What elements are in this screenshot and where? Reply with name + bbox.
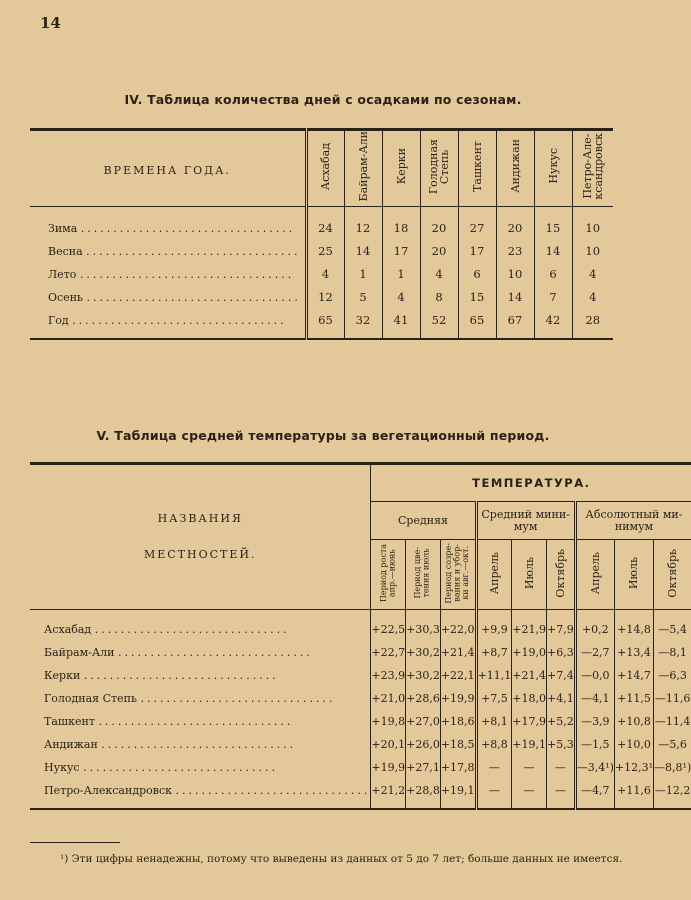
cell: 14 <box>534 240 572 263</box>
cell: 32 <box>344 309 382 339</box>
cell: +21,9 <box>512 610 547 642</box>
cell: +20,1 <box>371 733 406 756</box>
table-row <box>30 733 691 756</box>
names-header: НАЗВАНИЯ МЕСТНОСТЕЙ. <box>30 464 371 610</box>
row-label: Весна ................................. <box>48 244 301 258</box>
cell: +9,9 <box>476 610 512 642</box>
cell: 20 <box>496 206 534 240</box>
cell: +8,8 <box>476 733 512 756</box>
group-mean: Средняя <box>371 502 476 540</box>
cell: 1 <box>382 263 420 286</box>
subcolumn-header: Июль <box>512 540 547 610</box>
group-abs-min: Абсолютный ми- нимум <box>575 502 691 540</box>
cell: —2,7 <box>575 641 614 664</box>
column-header: Петро-Але- ксандровск <box>572 130 613 207</box>
cell: 17 <box>458 240 496 263</box>
cell: —3,4¹) <box>575 756 614 779</box>
cell: 4 <box>382 286 420 309</box>
subcolumn-header: Период цве- тения июль <box>406 540 441 610</box>
cell: +14,7 <box>614 664 653 687</box>
cell: +21,4 <box>512 664 547 687</box>
cell: —8,1 <box>654 641 691 664</box>
row-label: Андижан .............................. <box>44 738 297 751</box>
cell: +5,2 <box>547 710 576 733</box>
cell: +7,4 <box>547 664 576 687</box>
cell: +11,1 <box>476 664 512 687</box>
subcolumn-header: Апрель <box>476 540 512 610</box>
cell: +18,5 <box>440 733 476 756</box>
cell: +28,8 <box>406 779 441 809</box>
cell: 65 <box>458 309 496 339</box>
cell: +13,4 <box>614 641 653 664</box>
cell: 4 <box>420 263 458 286</box>
row-label: Зима ................................. <box>48 221 296 235</box>
cell: +7,5 <box>476 687 512 710</box>
cell: +18,0 <box>512 687 547 710</box>
cell: +30,2 <box>406 664 441 687</box>
cell: +19,1 <box>440 779 476 809</box>
subcolumn-header: Период созре- вания и убор- ки авг.—окт. <box>440 540 476 610</box>
cell: +10,0 <box>614 733 653 756</box>
cell: +17,8 <box>440 756 476 779</box>
temperature-header: ТЕМПЕРАТУРА. <box>371 464 691 502</box>
table-row <box>30 309 613 339</box>
cell: 6 <box>458 263 496 286</box>
cell: 14 <box>496 286 534 309</box>
footnote-divider <box>30 842 120 843</box>
table-row <box>30 779 691 809</box>
cell: 17 <box>382 240 420 263</box>
column-header: Голодная Степь <box>420 130 458 207</box>
cell: 5 <box>344 286 382 309</box>
cell: 65 <box>306 309 344 339</box>
cell: — <box>547 779 576 809</box>
cell: +22,1 <box>440 664 476 687</box>
column-header: Асхабад <box>306 130 344 207</box>
cell: —4,1 <box>575 687 614 710</box>
column-header: Нукус <box>534 130 572 207</box>
subcolumn-header: Июль <box>614 540 653 610</box>
row-label: Ташкент .............................. <box>44 715 294 728</box>
column-header: Ташкент <box>458 130 496 207</box>
cell: +22,5 <box>371 610 406 642</box>
cell: +27,1 <box>406 756 441 779</box>
cell: 27 <box>458 206 496 240</box>
row-label: Асхабад .............................. <box>44 623 290 636</box>
table5-title: V. Таблица средней температуры за вегетационный период. <box>96 428 550 443</box>
cell: —3,9 <box>575 710 614 733</box>
table-row <box>30 610 691 642</box>
cell: +11,6 <box>614 779 653 809</box>
cell: +21,4 <box>440 641 476 664</box>
column-header: Андижан <box>496 130 534 207</box>
cell: +30,2 <box>406 641 441 664</box>
cell: 4 <box>572 286 613 309</box>
cell: 18 <box>382 206 420 240</box>
cell: 10 <box>572 206 613 240</box>
cell: +8,7 <box>476 641 512 664</box>
cell: —1,5 <box>575 733 614 756</box>
cell: +28,6 <box>406 687 441 710</box>
cell: 24 <box>306 206 344 240</box>
row-label: Керки .............................. <box>44 669 279 682</box>
cell: 7 <box>534 286 572 309</box>
seasons-header: ВРЕМЕНА ГОДА. <box>30 130 306 207</box>
cell: +10,8 <box>614 710 653 733</box>
cell: — <box>512 756 547 779</box>
cell: —12,2 <box>654 779 691 809</box>
cell: —8,8¹) <box>654 756 691 779</box>
cell: 14 <box>344 240 382 263</box>
precipitation-days-table <box>30 128 613 340</box>
cell: 23 <box>496 240 534 263</box>
cell: +19,9 <box>440 687 476 710</box>
column-header: Керки <box>382 130 420 207</box>
cell: +19,9 <box>371 756 406 779</box>
cell: +19,1 <box>512 733 547 756</box>
subcolumn-header: Октябрь <box>547 540 576 610</box>
cell: 10 <box>496 263 534 286</box>
cell: —11,4 <box>654 710 691 733</box>
page-number: 14 <box>40 14 61 32</box>
cell: — <box>512 779 547 809</box>
table-row <box>30 206 613 240</box>
cell: +27,0 <box>406 710 441 733</box>
cell: +22,0 <box>440 610 476 642</box>
cell: 4 <box>572 263 613 286</box>
subcolumn-header: Октябрь <box>654 540 691 610</box>
cell: 12 <box>306 286 344 309</box>
row-label: Нукус .............................. <box>44 761 278 774</box>
cell: 42 <box>534 309 572 339</box>
table-row <box>30 240 613 263</box>
cell: 25 <box>306 240 344 263</box>
cell: — <box>476 779 512 809</box>
cell: +6,3 <box>547 641 576 664</box>
row-label: Байрам-Али .............................. <box>44 646 313 659</box>
table-row <box>30 263 613 286</box>
table-row <box>30 641 691 664</box>
cell: +12,3¹ <box>614 756 653 779</box>
cell: 20 <box>420 206 458 240</box>
cell: +19,8 <box>371 710 406 733</box>
footnote: ¹) Эти цифры ненадежны, потому что выведены из данных от 5 до 7 лет; больше данных не имеется. <box>60 853 623 865</box>
row-label: Год ................................. <box>48 313 287 327</box>
cell: 41 <box>382 309 420 339</box>
cell: +8,1 <box>476 710 512 733</box>
table4-title: IV. Таблица количества дней с осадками по сезонам. <box>124 92 522 107</box>
subcolumn-header: Апрель <box>575 540 614 610</box>
cell: —0,0 <box>575 664 614 687</box>
cell: +18,6 <box>440 710 476 733</box>
cell: +21,2 <box>371 779 406 809</box>
cell: 20 <box>420 240 458 263</box>
cell: +19,0 <box>512 641 547 664</box>
cell: +23,9 <box>371 664 406 687</box>
cell: 8 <box>420 286 458 309</box>
row-label: Петро-Александровск .............................. <box>44 784 371 797</box>
cell: 10 <box>572 240 613 263</box>
cell: —4,7 <box>575 779 614 809</box>
cell: +7,9 <box>547 610 576 642</box>
row-label: Лето ................................. <box>48 267 295 281</box>
cell: 6 <box>534 263 572 286</box>
cell: — <box>547 756 576 779</box>
table-row <box>30 664 691 687</box>
cell: 52 <box>420 309 458 339</box>
cell: — <box>476 756 512 779</box>
cell: +26,0 <box>406 733 441 756</box>
cell: 4 <box>306 263 344 286</box>
table-row <box>30 756 691 779</box>
cell: +11,5 <box>614 687 653 710</box>
cell: 15 <box>458 286 496 309</box>
group-mean-min: Средний мини- мум <box>476 502 575 540</box>
table-row <box>30 687 691 710</box>
cell: —11,6 <box>654 687 691 710</box>
cell: +17,9 <box>512 710 547 733</box>
cell: 12 <box>344 206 382 240</box>
column-header: Байрам-Али <box>344 130 382 207</box>
cell: +0,2 <box>575 610 614 642</box>
cell: —5,4 <box>654 610 691 642</box>
subcolumn-header: Период роста апр.—июнь <box>371 540 406 610</box>
temperature-table <box>30 462 691 810</box>
cell: +5,3 <box>547 733 576 756</box>
cell: 28 <box>572 309 613 339</box>
table-row <box>30 286 613 309</box>
cell: +30,3 <box>406 610 441 642</box>
row-label: Осень ................................. <box>48 290 301 304</box>
cell: 15 <box>534 206 572 240</box>
table-row <box>30 710 691 733</box>
cell: 1 <box>344 263 382 286</box>
row-label: Голодная Степь .............................. <box>44 692 336 705</box>
cell: —5,6 <box>654 733 691 756</box>
cell: —6,3 <box>654 664 691 687</box>
cell: +22,7 <box>371 641 406 664</box>
cell: +21,0 <box>371 687 406 710</box>
cell: +14,8 <box>614 610 653 642</box>
cell: 67 <box>496 309 534 339</box>
cell: +4,1 <box>547 687 576 710</box>
